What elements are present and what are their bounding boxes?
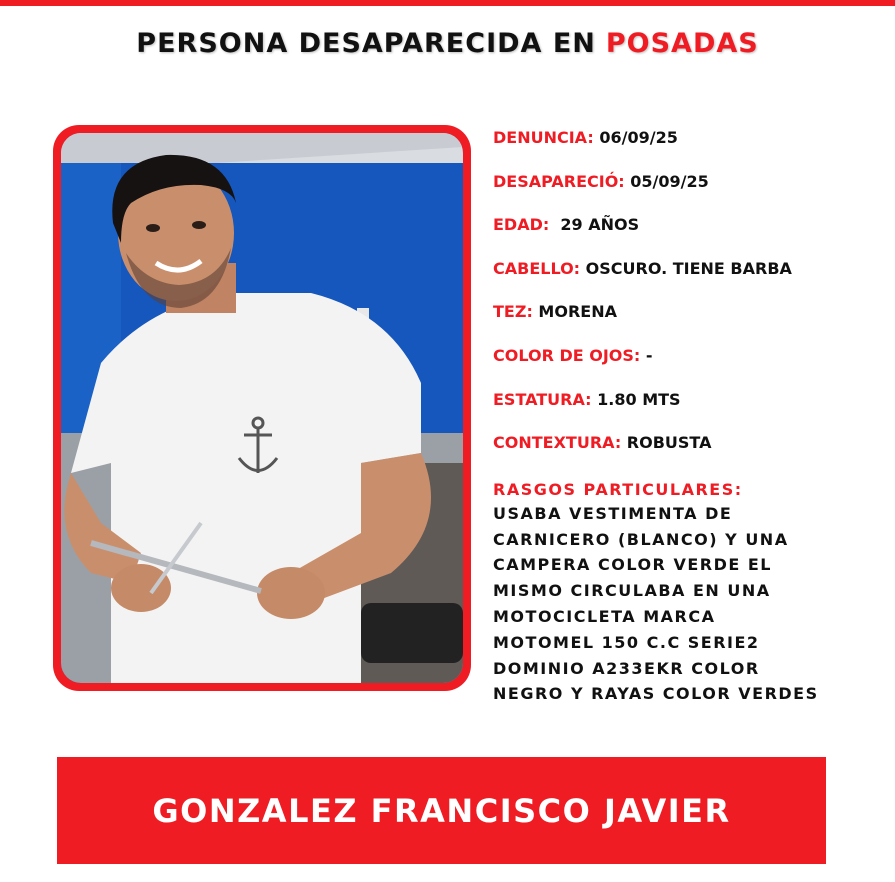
detail-label: TEZ: (493, 302, 533, 322)
features-text: USABA VESTIMENTA DE CARNICERO (BLANCO) Y UNA CAMPERA COLOR VERDE EL MISMO CIRCULABA EN UNA MOTOCICLETA MARCA MOTOMEL 150 C.C SERIE2 DOMINIO A233EKR COLOR NEGRO Y RAYAS COLOR VERDES (493, 503, 819, 704)
detail-label: CABELLO: (493, 258, 581, 278)
detail-label: DENUNCIA: (493, 128, 594, 147)
detail-value: ROBUSTA (626, 433, 712, 453)
photo-frame (53, 125, 471, 691)
person-name: GONZALEZ FRANCISCO JAVIER (152, 791, 731, 830)
detail-label: ESTATURA: (493, 389, 592, 409)
detail-label: COLOR DE OJOS: (493, 345, 641, 365)
detail-label: CONTEXTURA: (493, 433, 622, 453)
headline-title: PERSONA DESAPARECIDA EN (136, 28, 596, 59)
detail-label: EDAD: (493, 215, 550, 235)
detail-color-ojos (493, 342, 873, 386)
detail-contextura (493, 429, 873, 473)
detail-value: MORENA (538, 302, 617, 322)
missing-person-photo (61, 133, 463, 683)
top-accent-bar (0, 0, 895, 6)
details-panel (493, 124, 873, 707)
detail-value: 06/09/25 (599, 128, 678, 147)
detail-denuncia (493, 124, 873, 168)
detail-value: OSCURO. TIENE BARBA (585, 258, 792, 278)
detail-tez (493, 298, 873, 342)
detail-estatura (493, 386, 873, 430)
detail-desaparecio (493, 168, 873, 212)
detail-value: 29 AÑOS (560, 215, 640, 235)
headline-city: POSADAS (605, 28, 759, 59)
person-name-banner (57, 757, 826, 864)
headline (0, 28, 895, 59)
detail-cabello (493, 255, 873, 299)
detail-value: - (645, 345, 653, 365)
detail-value: 05/09/25 (630, 171, 709, 191)
detail-edad (493, 211, 873, 255)
detail-value: 1.80 MTS (597, 389, 681, 409)
detail-label: DESAPARECIÓ: (493, 171, 625, 191)
features-label: RASGOS PARTICULARES: (493, 479, 743, 499)
